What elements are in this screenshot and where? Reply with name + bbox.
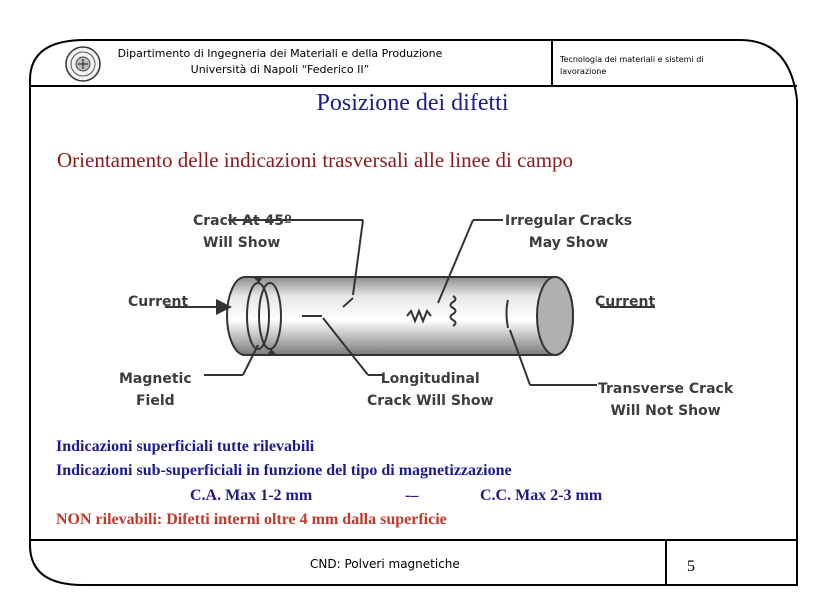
label-longitudinal-crack: Longitudinal Crack Will Show	[367, 371, 494, 409]
slide-subtitle: Orientamento delle indicazioni trasversali alle linee di campo	[57, 148, 574, 172]
label-crack-45: Crack At 45º Will Show	[193, 213, 292, 251]
university-seal-icon	[64, 45, 102, 83]
course-name-line1: Tecnologia dei materiali e sistemi di	[560, 55, 704, 64]
text-subsurface-indications: Indicazioni sub-superficiali in funzione del tipo di magnetizzazione	[56, 462, 512, 479]
slide-title: Posizione dei difetti	[316, 90, 509, 116]
university-name: Università di Napoli “Federico II”	[190, 63, 370, 76]
label-current-left: Current	[128, 294, 189, 310]
text-surface-indications: Indicazioni superficiali tutte rilevabili	[56, 438, 315, 455]
cylinder-end	[537, 277, 573, 355]
text-not-detectable: NON rilevabili: Difetti interni oltre 4 mm dalla superficie	[56, 511, 447, 528]
text-separator: -–	[405, 487, 419, 504]
page-number: 5	[687, 558, 695, 575]
department-name: Dipartimento di Ingegneria dei Materiali e della Produzione	[117, 47, 443, 60]
label-current-right: Current	[595, 294, 656, 310]
cylinder-body	[227, 277, 573, 355]
course-name-line2: lavorazione	[560, 67, 607, 76]
label-transverse-crack: Transverse Crack Will Not Show	[598, 381, 734, 419]
text-dc-depth: C.C. Max 2-3 mm	[480, 487, 603, 504]
course-header	[560, 54, 760, 78]
department-header	[100, 46, 460, 78]
label-magnetic-field: Magnetic Field	[119, 371, 192, 409]
label-irregular-cracks: Irregular Cracks May Show	[505, 213, 633, 251]
text-ac-depth: C.A. Max 1-2 mm	[190, 487, 313, 504]
footer-topic: CND: Polveri magnetiche	[310, 557, 460, 571]
